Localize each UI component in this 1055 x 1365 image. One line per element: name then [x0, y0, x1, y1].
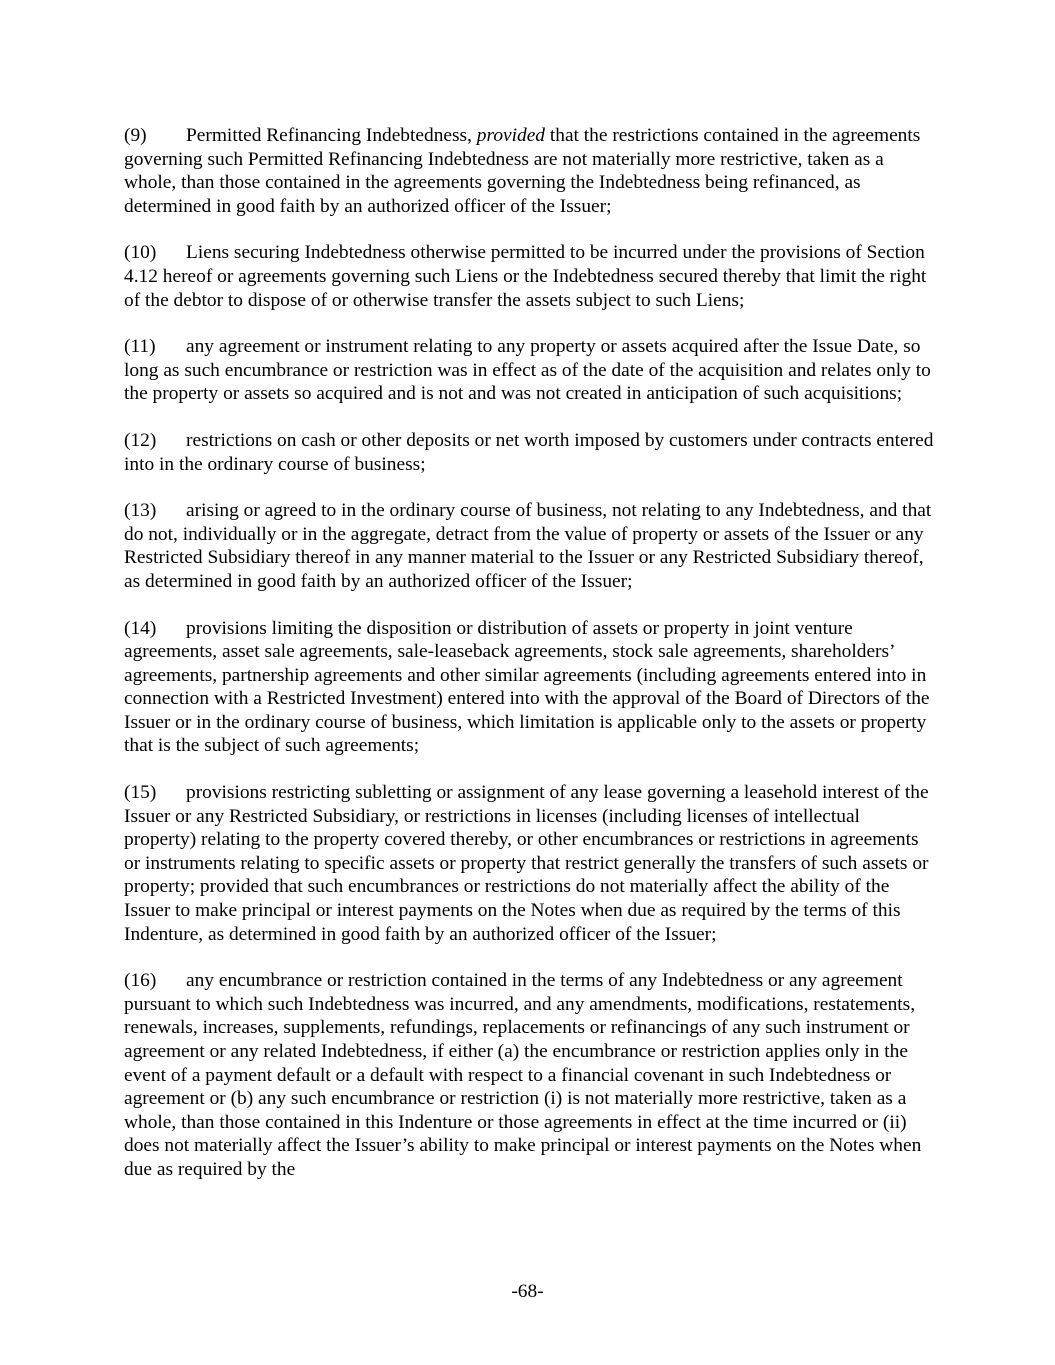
- clause-number: (13): [124, 500, 157, 522]
- page-number: -68-: [511, 1281, 544, 1302]
- clause-text: provisions limiting the disposition or distribution of assets or property in joint venture agreements, asset sale agreements, sale-leaseback agreements, stock sale agreements, shareholders’ agreements, partnership agreements and other similar agreements (including agreements entered into in connection with a Restricted Investment) entered into with the approval of the Board of Directors of the Issuer or in the ordinary course of business, which limitation is applicable only to the assets or property that is the subject of such agreements;: [124, 617, 930, 757]
- clause-number: (15): [124, 782, 157, 804]
- clause-text: any encumbrance or restriction contained in the terms of any Indebtedness or any agreement pursuant to which such Indebtedness was incurred, and any amendments, modifications, restatements, renewals, increases, supplements, refundings, replacements or refinancings of any such instrument or agreement or any related Indebtedness, if either (a) the encumbrance or restriction applies only in the event of a payment default or a default with respect to a financial covenant in such Indebtedness or agreement or (b) any such encumbrance or restriction (i) is not materially more restrictive, taken as a whole, than those contained in this Indenture or those agreements in effect at the time incurred or (ii) does not materially affect the Issuer’s ability to make principal or interest payments on the Notes when due as required by the: [124, 970, 922, 1180]
- clause-number: (10): [124, 242, 157, 264]
- document-body: [124, 124, 936, 1205]
- clause-text-continued: that the restrictions contained in the agreements governing such Permitted Refinancing Indebtedness are not materially more restrictive, taken as a whole, than those contained in the agreements governing the Indebtedness being refinanced, as determined in good faith by an authorized officer of the Issuer;: [124, 125, 921, 217]
- clause-14: [124, 617, 936, 759]
- clause-text: any agreement or instrument relating to any property or assets acquired after the Issue Date, so long as such encumbrance or restriction was in effect as of the date of the acquisition and relates only to the property or assets so acquired and is not and was not created in anticipation of such acquisitions;: [124, 336, 931, 405]
- clause-text: Permitted Refinancing Indebtedness,: [186, 125, 477, 146]
- clause-text: Liens securing Indebtedness otherwise permitted to be incurred under the provisions of Section 4.12 hereof or agreements governing such Liens or the Indebtedness secured thereby that limit the right of the debtor to dispose of or otherwise transfer the assets subject to such Liens;: [124, 242, 927, 311]
- clause-emphasis: provided: [476, 125, 546, 146]
- clause-number: (11): [124, 336, 156, 358]
- clause-number: (12): [124, 429, 157, 451]
- clause-number: (14): [124, 617, 157, 639]
- clause-13: [124, 499, 936, 593]
- clause-number: (16): [124, 970, 157, 992]
- clause-9: [124, 124, 936, 218]
- clause-10: [124, 241, 936, 312]
- clause-text: arising or agreed to in the ordinary course of business, not relating to any Indebtedness, and that do not, individually or in the aggregate, detract from the value of property or assets of the Issuer or any Restricted Subsidiary thereof in any manner material to the Issuer or any Restricted Subsidiary thereof, as determined in good faith by an authorized officer of the Issuer;: [124, 500, 932, 592]
- clause-15: [124, 781, 936, 946]
- clause-text: restrictions on cash or other deposits or net worth imposed by customers under contracts entered into in the ordinary course of business;: [124, 429, 934, 475]
- clause-16: [124, 969, 936, 1181]
- clause-number: (9): [124, 125, 147, 146]
- clause-11: [124, 335, 936, 406]
- clause-text: provisions restricting subletting or assignment of any lease governing a leasehold interest of the Issuer or any Restricted Subsidiary, or restrictions in licenses (including licenses of intellectual property) relating to the property covered thereby, or other encumbrances or restrictions in agreements or instruments relating to specific assets or property that restrict generally the transfers of such assets or property; provided that such encumbrances or restrictions do not materially affect the ability of the Issuer to make principal or interest payments on the Notes when due as required by the terms of this Indenture, as determined in good faith by an authorized officer of the Issuer;: [124, 782, 929, 945]
- clause-12: [124, 429, 936, 476]
